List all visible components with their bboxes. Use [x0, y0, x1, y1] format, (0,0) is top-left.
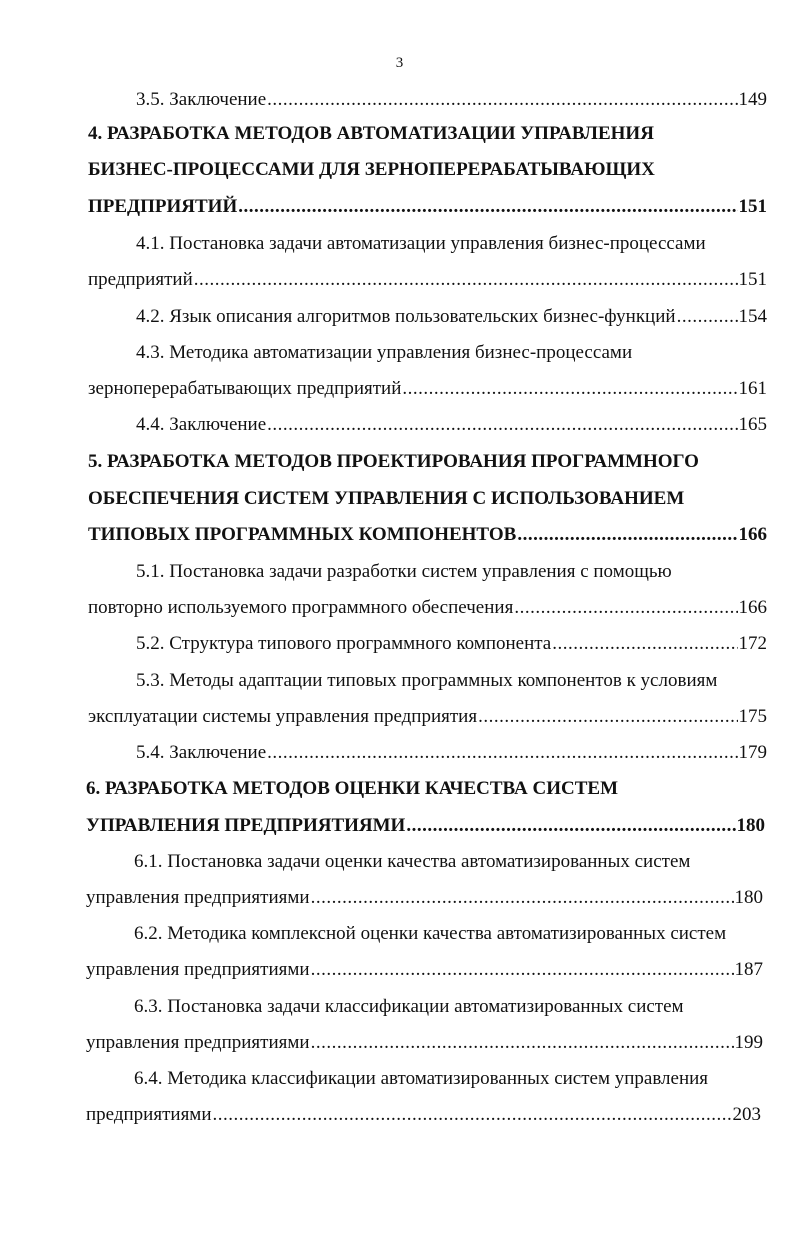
toc-entry-4-1-line-1	[136, 232, 706, 256]
toc-page-number: 199	[734, 1032, 763, 1053]
toc-entry-text: 4.4. Заключение	[136, 414, 267, 435]
toc-page-number: 151	[738, 269, 767, 290]
toc-chapter-6-line-1	[86, 777, 618, 801]
leader-dots	[267, 88, 737, 112]
toc-entry-6-1-line-2	[86, 886, 763, 910]
toc-entry-text: 6.3. Постановка задачи классификации автоматизированных систем	[134, 996, 684, 1017]
toc-chapter-5-line-3	[88, 523, 767, 547]
toc-entry-text: 3.5. Заключение	[136, 89, 267, 110]
toc-entry-text: 6.1. Постановка задачи оценки качества автоматизированных систем	[134, 851, 691, 872]
toc-entry-text: повторно используемого программного обеспечения	[88, 597, 514, 618]
toc-entry-6-3-line-2	[86, 1031, 763, 1055]
leader-dots	[677, 305, 738, 329]
toc-entry-text: эксплуатации системы управления предприятия	[88, 706, 478, 727]
toc-entry-4-4	[136, 413, 767, 437]
toc-entry-text: 6.2. Методика комплексной оценки качества автоматизированных систем	[134, 923, 727, 944]
toc-page-number: 187	[734, 959, 763, 980]
toc-entry-5-1-line-1	[136, 560, 672, 584]
leader-dots	[311, 958, 734, 982]
toc-entry-text: предприятиями	[86, 1104, 212, 1125]
toc-entry-6-1-line-1	[134, 850, 690, 874]
toc-entry-text: 4. РАЗРАБОТКА МЕТОДОВ АВТОМАТИЗАЦИИ УПРАВЛЕНИЯ	[88, 123, 654, 144]
toc-entry-5-3-line-2	[88, 705, 767, 729]
toc-entry-text: 6.4. Методика классификации автоматизированных систем управления	[134, 1068, 709, 1089]
toc-entry-text: зерноперерабатывающих предприятий	[88, 378, 402, 399]
toc-page-number: 179	[738, 742, 767, 763]
toc-chapter-6-line-2	[86, 814, 765, 838]
toc-page-number: 203	[732, 1104, 761, 1125]
toc-entry-text: предприятий	[88, 269, 193, 290]
leader-dots	[311, 1031, 734, 1055]
toc-page-number: 175	[738, 706, 767, 727]
toc-chapter-5-line-1	[88, 450, 699, 474]
toc-entry-text: ОБЕСПЕЧЕНИЯ СИСТЕМ УПРАВЛЕНИЯ С ИСПОЛЬЗОВАНИЕМ	[88, 488, 685, 509]
toc-entry-text: 5.1. Постановка задачи разработки систем управления с помощью	[136, 561, 672, 582]
leader-dots	[238, 195, 737, 219]
toc-entry-4-3-line-2	[88, 377, 767, 401]
leader-dots	[402, 377, 737, 401]
leader-dots	[517, 523, 737, 547]
toc-entry-5-2	[136, 632, 767, 656]
toc-entry-text: 6. РАЗРАБОТКА МЕТОДОВ ОЦЕНКИ КАЧЕСТВА СИСТЕМ	[86, 778, 618, 799]
toc-page-number: 161	[738, 378, 767, 399]
toc-entry-text: ПРЕДПРИЯТИЙ	[88, 196, 238, 217]
leader-dots	[311, 886, 734, 910]
toc-entry-5-3-line-1	[136, 669, 717, 693]
leader-dots	[514, 596, 737, 620]
toc-entry-text: 5.2. Структура типового программного компонента	[136, 633, 552, 654]
leader-dots	[194, 268, 738, 292]
toc-entry-text: 4.2. Язык описания алгоритмов пользовательских бизнес-функций	[136, 306, 676, 327]
toc-entry-4-3-line-1	[136, 341, 632, 365]
toc-entry-4-2	[136, 305, 767, 329]
toc-page-number: 166	[738, 524, 767, 545]
leader-dots	[267, 741, 737, 765]
toc-entry-text: 4.1. Постановка задачи автоматизации управления бизнес-процессами	[136, 233, 706, 254]
toc-page-number: 180	[734, 887, 763, 908]
toc-page-number: 151	[738, 196, 767, 217]
toc-page-number: 166	[738, 597, 767, 618]
page-number: 3	[395, 55, 404, 71]
toc-entry-4-1-line-2	[88, 268, 767, 292]
toc-page-number: 154	[738, 306, 767, 327]
toc-page-number: 180	[736, 815, 765, 836]
toc-page-number: 172	[738, 633, 767, 654]
toc-entry-text: 4.3. Методика автоматизации управления бизнес-процессами	[136, 342, 633, 363]
toc-entry-text: управления предприятиями	[86, 1032, 310, 1053]
toc-entry-text: управления предприятиями	[86, 959, 310, 980]
toc-entry-text: 5. РАЗРАБОТКА МЕТОДОВ ПРОЕКТИРОВАНИЯ ПРОГРАММНОГО	[88, 451, 699, 472]
leader-dots	[478, 705, 737, 729]
toc-entry-text: 5.4. Заключение	[136, 742, 267, 763]
toc-entry-6-2-line-2	[86, 958, 763, 982]
toc-chapter-4-line-2	[88, 158, 655, 182]
leader-dots	[267, 413, 737, 437]
toc-entry-text: управления предприятиями	[86, 887, 310, 908]
leader-dots	[213, 1103, 732, 1127]
toc-entry-text: УПРАВЛЕНИЯ ПРЕДПРИЯТИЯМИ	[86, 815, 406, 836]
toc-page-number: 165	[738, 414, 767, 435]
toc-chapter-5-line-2	[88, 487, 684, 511]
toc-chapter-4-line-1	[88, 122, 654, 146]
toc-entry-5-4	[136, 741, 767, 765]
toc-entry-3-5	[136, 88, 767, 112]
leader-dots	[406, 814, 735, 838]
toc-entry-6-3-line-1	[134, 995, 684, 1019]
toc-entry-6-2-line-1	[134, 922, 726, 946]
toc-entry-5-1-line-2	[88, 596, 767, 620]
toc-entry-text: БИЗНЕС-ПРОЦЕССАМИ ДЛЯ ЗЕРНОПЕРЕРАБАТЫВАЮЩИХ	[88, 159, 655, 180]
toc-entry-6-4-line-1	[134, 1067, 708, 1091]
toc-entry-text: ТИПОВЫХ ПРОГРАММНЫХ КОМПОНЕНТОВ	[88, 524, 517, 545]
leader-dots	[552, 632, 737, 656]
toc-entry-text: 5.3. Методы адаптации типовых программных компонентов к условиям	[136, 670, 718, 691]
toc-entry-6-4-line-2	[86, 1103, 761, 1127]
toc-page-number: 149	[738, 89, 767, 110]
toc-chapter-4-line-3	[88, 195, 767, 219]
